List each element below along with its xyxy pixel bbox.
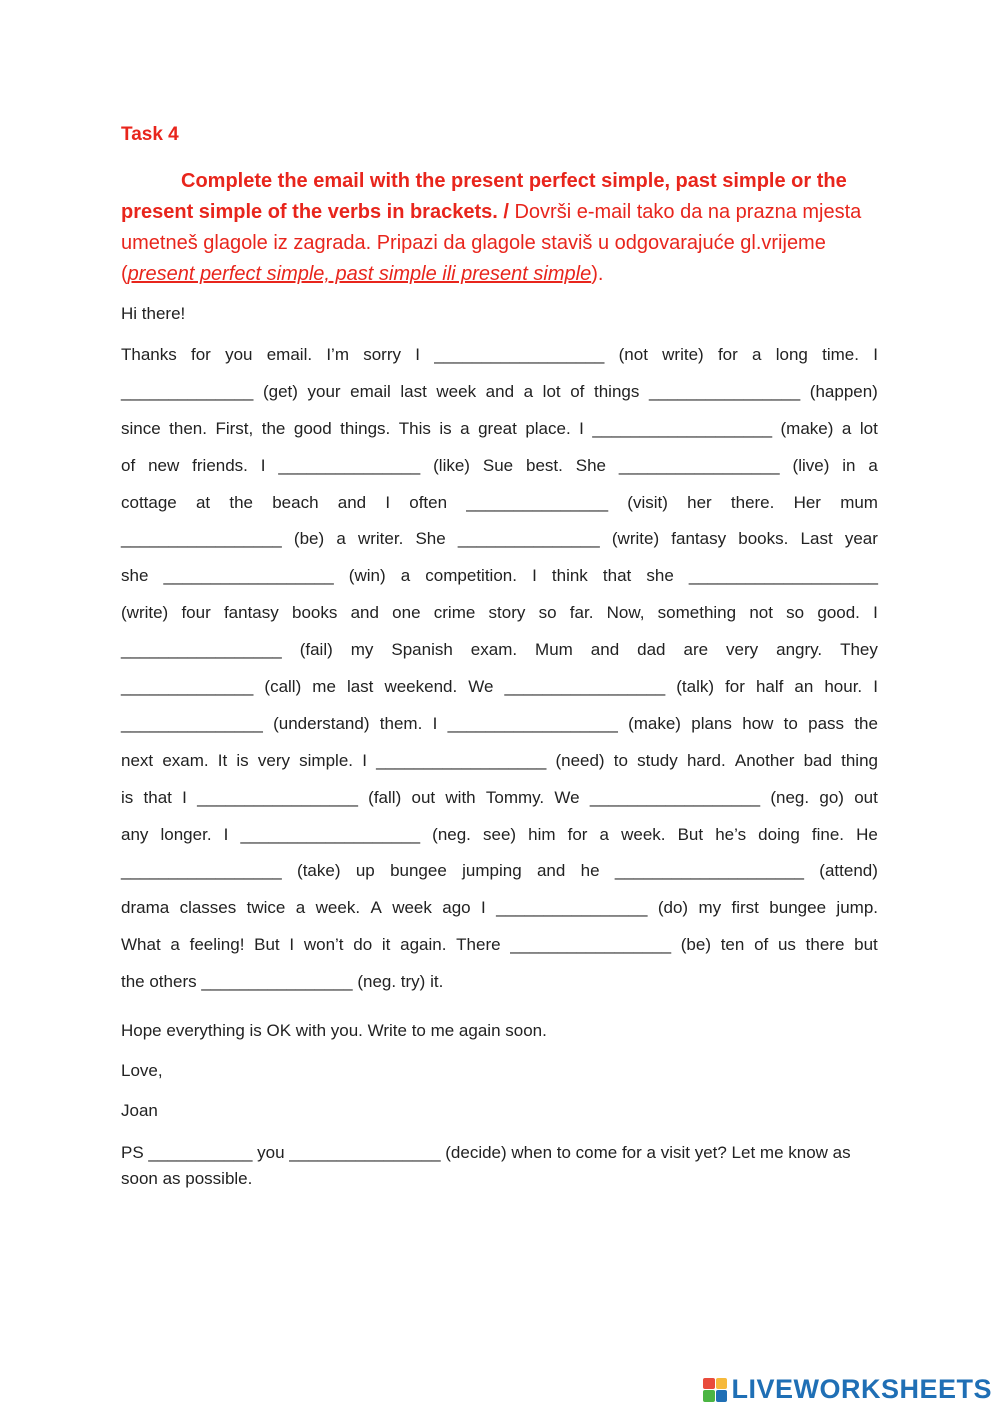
- email-word: She: [575, 455, 607, 475]
- email-word: a: [170, 935, 180, 955]
- email-word: so: [538, 603, 557, 623]
- email-word: any: [121, 824, 149, 844]
- email-word: fine.: [811, 824, 844, 844]
- email-word: out: [854, 787, 878, 807]
- closing-name: Joan: [121, 1101, 158, 1120]
- email-word: I: [182, 787, 187, 807]
- email-word: (be): [293, 529, 325, 549]
- email-line: [121, 817, 878, 854]
- email-word: beach: [272, 492, 319, 512]
- email-line: [121, 669, 878, 706]
- email-word: out: [411, 787, 436, 807]
- email-word: I: [415, 345, 420, 364]
- email-line: [121, 558, 878, 595]
- email-word: fantasy: [671, 529, 727, 549]
- email-word: What: [121, 935, 161, 955]
- email-word: of: [570, 381, 585, 401]
- answer-blank[interactable]: ___________________: [592, 418, 773, 438]
- answer-blank[interactable]: ______________: [121, 381, 254, 401]
- email-word: he’s: [715, 824, 747, 844]
- email-word: They: [840, 640, 878, 660]
- email-word: see): [482, 824, 517, 844]
- email-word: the: [854, 713, 878, 733]
- email-word: feeling!: [189, 935, 245, 955]
- email-word: with: [445, 787, 476, 807]
- answer-blank[interactable]: _________________: [618, 455, 780, 475]
- email-word: I: [432, 713, 438, 733]
- email-word: ago: [442, 898, 471, 918]
- answer-blank[interactable]: _______________: [121, 713, 263, 733]
- email-word: not: [749, 603, 773, 623]
- instructions-tenses: present perfect simple, past simple ili present simple: [127, 263, 592, 285]
- email-word: me: [312, 677, 336, 697]
- email-word: bungee: [390, 861, 447, 881]
- email-word: (win): [348, 566, 386, 586]
- email-word: an: [794, 677, 814, 697]
- email-word: at: [195, 492, 211, 512]
- email-word: Mum: [535, 640, 573, 660]
- email-word: new: [148, 455, 180, 475]
- email-word: of: [121, 455, 136, 475]
- email-word: (visit): [627, 492, 668, 512]
- email-word: that: [602, 566, 632, 586]
- email-word: week.: [315, 898, 361, 918]
- email-word: a: [599, 824, 610, 844]
- email-word: (make): [628, 713, 681, 733]
- email-word: you: [225, 345, 253, 364]
- email-word: writer.: [357, 529, 404, 549]
- email-word: I: [481, 898, 486, 918]
- email-word: great: [478, 418, 517, 438]
- email-word: your: [307, 381, 341, 401]
- email-word: to: [613, 750, 628, 770]
- email-word: Now,: [606, 603, 645, 623]
- email-word: half: [755, 677, 784, 697]
- email-word: a: [295, 898, 306, 918]
- email-word: lot: [859, 418, 878, 438]
- email-word: Last: [800, 529, 833, 549]
- postscript: PS ___________ you ________________ (decide) when to come for a visit yet? Let me know as soon as possible.: [121, 1143, 851, 1188]
- instructions-end: ).: [591, 263, 604, 285]
- answer-blank[interactable]: ______________: [121, 677, 254, 697]
- email-line: [121, 374, 878, 411]
- email-word: since: [121, 418, 161, 438]
- email-word: one: [392, 603, 421, 623]
- email-word: for: [567, 824, 588, 844]
- email-word: go): [819, 787, 844, 807]
- email-line: [121, 853, 878, 890]
- answer-blank[interactable]: __________________: [447, 713, 618, 733]
- email-word: then.: [169, 418, 207, 438]
- email-word: Thanks: [121, 345, 177, 364]
- email-word: I: [260, 455, 266, 475]
- email-line: [121, 337, 878, 374]
- email-word: She: [415, 529, 446, 549]
- email-word: sorry: [363, 345, 401, 364]
- email-word: up: [355, 861, 375, 881]
- email-word: there: [805, 935, 845, 955]
- email-word: plans: [691, 713, 732, 733]
- answer-blank[interactable]: __________________: [376, 750, 547, 770]
- email-line: [121, 595, 878, 632]
- email-word: very: [726, 640, 759, 660]
- email-word: for: [717, 345, 738, 364]
- email-word: do: [353, 935, 373, 955]
- logo-square: [703, 1390, 715, 1402]
- closing-love: Love,: [121, 1061, 163, 1080]
- email-word: First,: [215, 418, 254, 438]
- email-word: I: [873, 677, 878, 697]
- email-word: (like): [433, 455, 470, 475]
- email-word: I: [223, 824, 229, 844]
- email-word: she: [646, 566, 674, 586]
- answer-blank[interactable]: _________________: [510, 935, 672, 955]
- email-word: Her: [793, 492, 821, 512]
- email-word: write): [662, 345, 704, 364]
- task-title: Task 4: [121, 124, 179, 145]
- email-word: week.: [621, 824, 666, 844]
- email-line: [121, 743, 878, 780]
- email-word: (do): [657, 898, 689, 918]
- email-word: is: [236, 750, 249, 770]
- email-word: place.: [525, 418, 571, 438]
- email-word: (make): [780, 418, 834, 438]
- email-line: [121, 411, 878, 448]
- email-word: It: [217, 750, 228, 770]
- logo-square: [716, 1378, 728, 1390]
- email-word: bungee: [769, 898, 827, 918]
- answer-blank[interactable]: ________________: [496, 898, 648, 918]
- instructions: [121, 166, 878, 290]
- email-word: longer.: [160, 824, 212, 844]
- email-word: There: [456, 935, 501, 955]
- email-word: she: [121, 566, 149, 586]
- email-word: simple.: [299, 750, 354, 770]
- email-word: (happen): [809, 381, 878, 401]
- email-word: (talk): [676, 677, 715, 697]
- email-word: year: [844, 529, 878, 549]
- email-word: Spanish: [391, 640, 453, 660]
- email-word: Another: [734, 750, 795, 770]
- email-word: I’m: [326, 345, 349, 364]
- email-word: is: [439, 418, 452, 438]
- email-word: so: [786, 603, 805, 623]
- email-word: drama: [121, 898, 170, 918]
- email-word: my: [350, 640, 374, 660]
- email-word: cottage: [121, 492, 177, 512]
- email-word: lot: [542, 381, 561, 401]
- email-word: think: [551, 566, 588, 586]
- email-word: This: [398, 418, 431, 438]
- closing-hope: Hope everything is OK with you. Write to me again soon.: [121, 1021, 547, 1040]
- email-word: thing: [841, 750, 878, 770]
- email-word: We: [554, 787, 580, 807]
- email-word: good: [293, 418, 332, 438]
- email-word: story: [488, 603, 526, 623]
- email-body: [121, 337, 878, 1001]
- email-word: and: [485, 381, 515, 401]
- answer-blank[interactable]: _______________: [466, 492, 609, 512]
- email-word: (write): [121, 603, 169, 623]
- email-word: but: [854, 935, 878, 955]
- answer-blank[interactable]: _________________: [121, 861, 282, 881]
- email-word: (fall): [368, 787, 402, 807]
- email-word: (write): [611, 529, 660, 549]
- email-word: and: [350, 603, 379, 623]
- answer-blank[interactable]: _________________: [504, 677, 666, 697]
- answer-blank[interactable]: ____________________: [688, 566, 878, 586]
- email-word: But: [254, 935, 280, 955]
- email-word: Tommy.: [485, 787, 545, 807]
- email-word: I: [532, 566, 537, 586]
- email-word: jump.: [836, 898, 878, 918]
- email-word: I: [873, 345, 878, 364]
- answer-blank[interactable]: __________________: [163, 566, 334, 586]
- email-word: fantasy: [223, 603, 279, 623]
- liveworksheets-logo: [703, 1374, 992, 1405]
- email-word: to: [783, 713, 798, 733]
- email-word: last: [346, 677, 374, 697]
- logo-square: [703, 1378, 715, 1390]
- instructions-croatian: Dovrši e-mail tako da na prazna mjesta umetneš glagole iz zagrada. Pripazi da glagole staviš u odgovarajuće gl.vrijeme (: [121, 201, 862, 285]
- email-word: A: [370, 898, 382, 918]
- email-word: the: [229, 492, 253, 512]
- email-word: again.: [400, 935, 447, 955]
- answer-blank[interactable]: _______________: [278, 455, 421, 475]
- email-word: is: [121, 787, 134, 807]
- email-word: pass: [808, 713, 845, 733]
- email-word: four: [181, 603, 211, 623]
- email-word: I: [362, 750, 367, 770]
- email-word: it: [381, 935, 391, 955]
- email-word: classes: [179, 898, 237, 918]
- email-word: (call): [264, 677, 302, 697]
- logo-text: LIVEWORKSHEETS: [731, 1374, 992, 1404]
- email-word: often: [409, 492, 448, 512]
- email-word: We: [468, 677, 494, 697]
- email-word: week: [392, 898, 432, 918]
- email-word: far.: [569, 603, 594, 623]
- email-word: (need): [555, 750, 605, 770]
- email-word: I: [873, 603, 878, 623]
- answer-blank[interactable]: _______________: [457, 529, 600, 549]
- email-word: study: [637, 750, 678, 770]
- email-word: I: [579, 418, 584, 438]
- answer-blank[interactable]: __________________: [434, 345, 605, 364]
- email-word: in: [842, 455, 856, 475]
- email-word: things.: [340, 418, 391, 438]
- answer-blank[interactable]: ________________: [648, 381, 801, 401]
- email-word: But: [677, 824, 704, 844]
- email-greeting: Hi there!: [121, 304, 186, 323]
- email-word: hour.: [824, 677, 863, 697]
- email-word: (take): [297, 861, 341, 881]
- email-word: email: [350, 381, 391, 401]
- email-word: and: [337, 492, 367, 512]
- email-word: He: [856, 824, 878, 844]
- email-word: for: [725, 677, 745, 697]
- email-word: that: [143, 787, 172, 807]
- answer-blank[interactable]: _________________: [121, 640, 282, 660]
- email-word: (get): [262, 381, 298, 401]
- email-word: a: [752, 345, 762, 364]
- email-line: [121, 521, 878, 558]
- email-word: hard.: [686, 750, 726, 770]
- email-word: a: [841, 418, 852, 438]
- email-word: of: [754, 935, 769, 955]
- email-word: very: [257, 750, 290, 770]
- email-word: twice: [246, 898, 286, 918]
- email-word: (live): [792, 455, 830, 475]
- email-word: for: [190, 345, 211, 364]
- email-word: jumping: [462, 861, 522, 881]
- email-word: next: [121, 750, 154, 770]
- email-word: won’t: [303, 935, 344, 955]
- email-word: a: [336, 529, 346, 549]
- email-word: books: [291, 603, 338, 623]
- email-word: there.: [730, 492, 775, 512]
- email-word: long: [775, 345, 808, 364]
- email-word: (be): [680, 935, 711, 955]
- email-word: crime: [433, 603, 476, 623]
- email-word: ten: [720, 935, 745, 955]
- email-word: dad: [637, 640, 666, 660]
- logo-mark-icon: [703, 1378, 727, 1402]
- email-word: friends.: [192, 455, 248, 475]
- email-line: [121, 485, 878, 522]
- email-line: [121, 780, 878, 817]
- email-word: week: [436, 381, 477, 401]
- email-word: he: [580, 861, 600, 881]
- answer-blank[interactable]: __________________: [589, 787, 761, 807]
- email-word: him: [528, 824, 556, 844]
- email-word: and: [536, 861, 566, 881]
- email-word: good.: [817, 603, 860, 623]
- email-word: Sue: [482, 455, 514, 475]
- email-word: my: [698, 898, 722, 918]
- email-word: how: [742, 713, 774, 733]
- email-word: the: [261, 418, 286, 438]
- email-word: exam.: [470, 640, 518, 660]
- answer-blank[interactable]: ____________________: [614, 861, 804, 881]
- email-word: competition.: [425, 566, 517, 586]
- email-word: last: [400, 381, 427, 401]
- email-word: angry.: [776, 640, 823, 660]
- email-word: weekend.: [384, 677, 458, 697]
- email-line: [121, 706, 878, 743]
- answer-blank[interactable]: _________________: [121, 529, 282, 549]
- email-word: her: [687, 492, 712, 512]
- email-word: are: [683, 640, 709, 660]
- email-word: email.: [266, 345, 313, 364]
- email-word: (attend): [819, 861, 878, 881]
- email-word: I: [289, 935, 295, 955]
- email-word: doing: [758, 824, 800, 844]
- email-word: things: [593, 381, 640, 401]
- email-word: a: [400, 566, 411, 586]
- instructions-english: Complete the email with the present perfect simple, past simple or the present simple of the verbs in brackets. /: [121, 170, 847, 223]
- email-word: something: [657, 603, 737, 623]
- answer-blank[interactable]: _________________: [197, 787, 358, 807]
- email-word: time.: [822, 345, 859, 364]
- email-word: and: [590, 640, 620, 660]
- email-word: them.: [379, 713, 423, 733]
- email-word: us: [777, 935, 796, 955]
- email-word: best.: [526, 455, 563, 475]
- email-word: mum: [840, 492, 878, 512]
- email-word: a: [868, 455, 878, 475]
- email-word: first: [731, 898, 759, 918]
- email-word: (neg.: [770, 787, 810, 807]
- email-word: (neg.: [432, 824, 471, 844]
- email-line: [121, 890, 878, 927]
- email-word: (fail): [299, 640, 333, 660]
- email-line: [121, 448, 878, 485]
- email-line: [121, 632, 878, 669]
- email-word: a: [523, 381, 534, 401]
- email-line: [121, 927, 878, 964]
- email-word: (not: [618, 345, 648, 364]
- logo-square: [716, 1390, 728, 1402]
- email-word: books.: [738, 529, 789, 549]
- email-word: (understand): [273, 713, 370, 733]
- email-word: bad: [803, 750, 832, 770]
- email-line-last: the others ________________ (neg. try) it.: [121, 972, 444, 992]
- email-word: I: [385, 492, 391, 512]
- answer-blank[interactable]: ___________________: [240, 824, 421, 844]
- email-word: a: [460, 418, 470, 438]
- email-word: exam.: [162, 750, 209, 770]
